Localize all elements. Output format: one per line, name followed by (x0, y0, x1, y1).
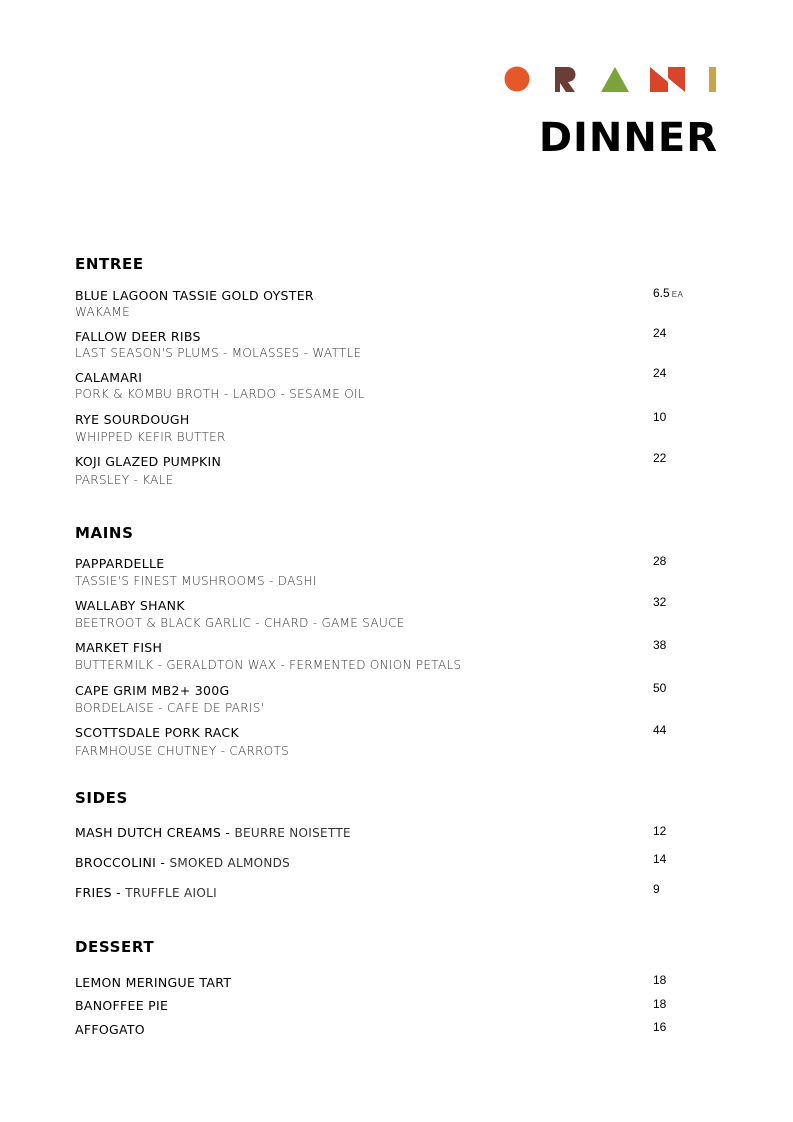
menu-item-desc: SMOKED ALMONDS (169, 856, 291, 870)
menu-item-desc: TRUFFLE AIOLI (125, 886, 217, 900)
menu-item-desc: FARMHOUSE CHUTNEY - CARROTS (75, 744, 290, 758)
menu-item-desc: LAST SEASON'S PLUMS - MOLASSES - WATTLE (75, 346, 362, 360)
menu-item-line (75, 825, 351, 841)
section-heading-sides: SIDES (75, 789, 128, 807)
menu-item-name: LEMON MERINGUE TART (75, 975, 232, 990)
page-title: DINNER (538, 115, 718, 161)
menu-item-price: 18 (653, 973, 667, 987)
menu-item-name: MASH DUTCH CREAMS - (75, 825, 235, 840)
menu-item-price: 44 (653, 723, 667, 737)
menu-item-price: 32 (653, 595, 667, 609)
menu-item-name: BLUE LAGOON TASSIE GOLD OYSTER (75, 288, 314, 303)
menu-item-price: 24 (653, 326, 667, 340)
menu-item-name: KOJI GLAZED PUMPKIN (75, 454, 222, 469)
section-heading-entree: ENTREE (75, 255, 144, 273)
menu-item-name: FRIES - (75, 885, 126, 900)
orani-logo (504, 66, 720, 94)
menu-item-desc: TASSIE'S FINEST MUSHROOMS - DASHI (75, 574, 317, 588)
menu-item-name: FALLOW DEER RIBS (75, 329, 201, 344)
menu-item-line (75, 885, 217, 901)
logo-a-triangle (601, 67, 629, 92)
section-heading-mains: MAINS (75, 524, 134, 542)
menu-item-price: 18 (653, 997, 667, 1011)
menu-item-price (653, 286, 683, 302)
menu-item-name: CAPE GRIM MB2+ 300G (75, 683, 230, 698)
menu-item-desc: PARSLEY - KALE (75, 473, 174, 487)
menu-item-price: 28 (653, 554, 667, 568)
menu-item-price: 9 (653, 882, 660, 896)
price-unit: EA (671, 290, 684, 299)
menu-item-desc: BUTTERMILK - GERALDTON WAX - FERMENTED ONION PETALS (75, 658, 462, 672)
menu-item-price: 14 (653, 852, 667, 866)
menu-item-desc: BEURRE NOISETTE (234, 826, 351, 840)
menu-item-name: PAPPARDELLE (75, 556, 165, 571)
menu-item-price: 50 (653, 681, 667, 695)
menu-item-price: 16 (653, 1020, 667, 1034)
menu-item-line (75, 855, 290, 871)
menu-item-price: 22 (653, 451, 667, 465)
menu-item-desc: BEETROOT & BLACK GARLIC - CHARD - GAME SAUCE (75, 616, 405, 630)
menu-item-name: SCOTTSDALE PORK RACK (75, 725, 239, 740)
menu-item-desc: BORDELAISE - CAFE DE PARIS' (75, 701, 265, 715)
menu-item-name: BANOFFEE PIE (75, 998, 169, 1013)
menu-item-price: 12 (653, 824, 667, 838)
logo-n-shape (650, 67, 685, 92)
menu-item-price: 38 (653, 638, 667, 652)
menu-item-name: BROCCOLINI - (75, 855, 170, 870)
menu-item-price: 24 (653, 366, 667, 380)
menu-item-name: AFFOGATO (75, 1022, 145, 1037)
logo-r-shape (555, 67, 576, 92)
menu-item-desc: PORK & KOMBU BROTH - LARDO - SESAME OIL (75, 387, 365, 401)
menu-item-name: RYE SOURDOUGH (75, 412, 190, 427)
menu-item-name: MARKET FISH (75, 640, 163, 655)
price-value: 6.5 (653, 286, 670, 300)
logo-i-bar (709, 67, 716, 92)
menu-item-desc: WHIPPED KEFIR BUTTER (75, 430, 226, 444)
menu-item-price: 10 (653, 410, 667, 424)
menu-item-name: WALLABY SHANK (75, 598, 185, 613)
logo-o-circle (505, 67, 530, 92)
section-heading-dessert: DESSERT (75, 938, 155, 956)
menu-item-name: CALAMARI (75, 370, 143, 385)
menu-item-desc: WAKAME (75, 305, 131, 319)
